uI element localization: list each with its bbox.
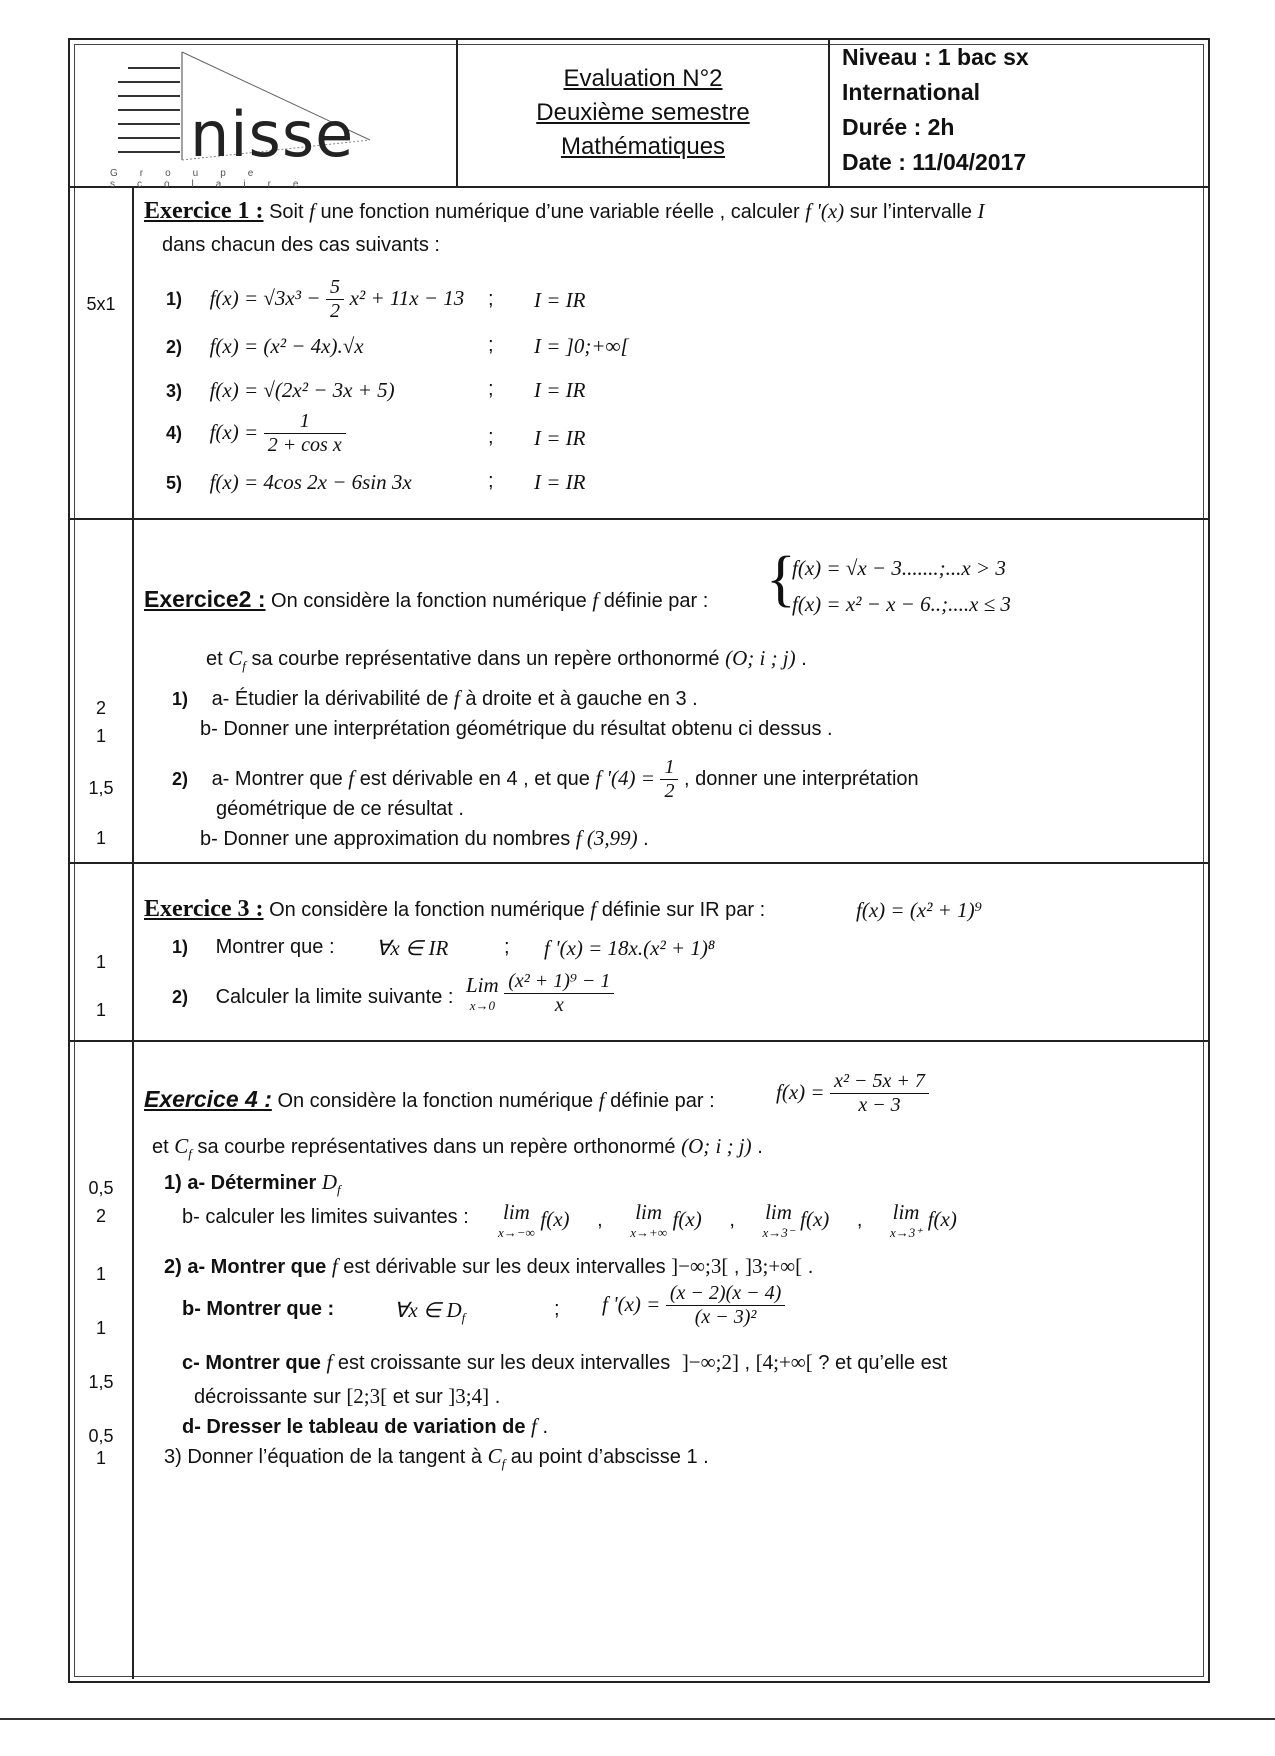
exercise-4-content — [136, 1042, 1208, 1679]
info-duration: Durée : 2h — [842, 114, 955, 140]
text: b- Donner une approximation du nombres — [200, 828, 571, 850]
limit-operator — [498, 1200, 535, 1241]
piecewise-2: f(x) = x² − x − 6..;....x ≤ 3 — [792, 592, 1011, 616]
numerator: 1 — [299, 410, 310, 432]
exercise-1-row — [70, 188, 1208, 520]
lim-label: lim — [892, 1200, 920, 1224]
text: sur l’intervalle — [849, 201, 972, 223]
numerator: (x − 2)(x − 4) — [669, 1282, 782, 1304]
text: ? et qu’elle est — [818, 1352, 948, 1374]
lim-subscript: x→3⁻ — [762, 1225, 795, 1240]
text: Calculer la limite suivante : — [215, 986, 454, 1008]
math: f — [592, 588, 599, 612]
punctuation: . — [494, 1386, 501, 1408]
math: f(x) = (x² − 4x).√x — [209, 334, 364, 358]
text: Montrer que : — [215, 936, 335, 958]
item-number: 1) — [172, 689, 189, 709]
text: définie par : — [603, 590, 709, 612]
separator: ; — [554, 1298, 560, 1320]
text: et sur — [392, 1386, 443, 1408]
text: décroissante sur — [194, 1386, 341, 1408]
separator: , — [729, 1208, 735, 1231]
limit-operator — [466, 973, 499, 1014]
lim-subscript: x→3⁺ — [889, 1225, 923, 1240]
punctuation: . — [542, 1416, 548, 1438]
math: [4;+∞[ — [755, 1350, 813, 1374]
footer-rule — [0, 1718, 1275, 1720]
separator: ; — [488, 288, 494, 310]
mark: 1,5 — [88, 1372, 114, 1392]
interval: I = IR — [534, 288, 586, 312]
limit-operator — [630, 1200, 667, 1241]
mark: 1 — [95, 1264, 106, 1284]
fraction — [830, 1070, 929, 1117]
lim-subscript: x→0 — [469, 998, 495, 1013]
math: ]−∞;2] — [681, 1350, 739, 1374]
info-track: International — [842, 79, 981, 105]
mark: 1 — [95, 828, 106, 848]
separator: , — [856, 1208, 863, 1231]
item-number: 3) — [166, 381, 183, 401]
lim-label: Lim — [466, 973, 499, 997]
math: (O; i ; j) — [681, 1134, 752, 1158]
fraction — [504, 970, 614, 1017]
exercise-title: Exercice2 : — [144, 586, 266, 612]
math: f(x) — [672, 1206, 702, 1231]
item-number: 2) — [172, 987, 189, 1007]
text: définie sur IR par : — [601, 899, 766, 921]
math: f(x) = — [776, 1079, 825, 1104]
text: c- Montrer que — [182, 1352, 321, 1374]
exercise-2-content — [136, 520, 1208, 862]
mark: 1 — [95, 1000, 106, 1020]
math-subscript: f — [501, 1456, 506, 1471]
text: géométrique de ce résultat . — [216, 798, 464, 820]
math: f '(4) = — [595, 765, 655, 790]
mark: 0,5 — [88, 1178, 114, 1198]
text: et — [206, 648, 223, 670]
denominator: 2 — [326, 299, 344, 323]
mark-column — [70, 1042, 134, 1679]
math: C — [228, 646, 243, 670]
numerator: (x² + 1)⁹ − 1 — [508, 970, 611, 992]
math: C — [487, 1444, 502, 1468]
title-cell — [458, 40, 830, 186]
item-number: 5) — [166, 473, 183, 493]
math: f — [531, 1414, 537, 1438]
text: On considère la fonction numérique — [271, 590, 587, 612]
math-subscript: f — [461, 1310, 466, 1325]
mark: 1 — [95, 1448, 106, 1468]
item-number: 1) — [172, 937, 189, 957]
numerator: 5 — [330, 276, 341, 298]
info-cell — [830, 40, 1208, 186]
text: b- calculer les limites suivantes : — [182, 1206, 469, 1228]
separator: ; — [488, 470, 494, 492]
mark-column — [70, 188, 134, 518]
mark-column — [70, 864, 134, 1040]
math: f '(x) = — [602, 1291, 661, 1316]
exam-sheet — [68, 38, 1210, 1683]
math: ∀x ∈ IR — [376, 936, 449, 960]
text: , donner une interprétation — [684, 767, 919, 790]
lim-subscript: x→+∞ — [630, 1225, 668, 1240]
numerator: 1 — [664, 756, 675, 778]
text: 3) Donner l’équation de la tangent à — [164, 1446, 483, 1468]
text: d- Dresser le tableau de variation de — [182, 1416, 526, 1438]
text: est dérivable en 4 , et que — [359, 767, 590, 790]
fraction — [666, 1282, 785, 1329]
text: a- Étudier la dérivabilité de — [211, 688, 449, 710]
item-number: 2) — [166, 337, 183, 357]
math: f(x) = — [209, 419, 259, 444]
math: f — [453, 686, 460, 710]
item-number: 4) — [166, 422, 183, 443]
mark: 1,5 — [88, 778, 114, 798]
math: f(x) = √(2x² − 3x + 5) — [209, 378, 395, 402]
interval: I = IR — [534, 426, 586, 450]
text: On considère la fonction numérique — [269, 899, 585, 921]
text: sa courbe représentatives dans un repère orthonormé — [197, 1136, 676, 1158]
limit-operator — [762, 1200, 794, 1241]
separator: , — [733, 1256, 740, 1278]
title-line-3: Mathématiques — [560, 133, 726, 160]
lim-label: lim — [502, 1200, 530, 1224]
item-number: 2) — [172, 768, 189, 789]
math: f(x) — [800, 1206, 830, 1231]
denominator: x — [504, 993, 614, 1017]
exercise-title: Exercice 3 : — [144, 896, 264, 922]
text: On considère la fonction numérique — [277, 1090, 594, 1112]
separator: ; — [488, 334, 494, 356]
logo-cell — [70, 40, 458, 190]
mark: 2 — [95, 1206, 106, 1226]
math: (O; i ; j) — [725, 646, 796, 670]
math: f '(x) = 18x.(x² + 1)⁸ — [544, 936, 716, 960]
interval: I = IR — [534, 470, 586, 494]
math: f(x) = 4cos 2x − 6sin 3x — [209, 470, 412, 494]
exercise-2-row — [70, 520, 1208, 864]
punctuation: . — [807, 1256, 814, 1278]
text: b- Montrer que : — [182, 1298, 335, 1320]
logo-text: nisse — [190, 98, 355, 171]
math: x² + 11x − 13 — [349, 285, 465, 310]
mark: 1 — [95, 1318, 106, 1338]
denominator: x − 3 — [830, 1093, 929, 1117]
math: f — [331, 1254, 338, 1278]
separator: ; — [488, 426, 494, 448]
math-subscript: f — [188, 1146, 192, 1161]
math: ]3;+∞[ — [745, 1254, 803, 1278]
math: ]−∞;3[ — [671, 1254, 729, 1278]
separator: ; — [504, 936, 510, 958]
math: ]3;4] — [448, 1384, 490, 1408]
exercise-3-row — [70, 864, 1208, 1042]
item-number: 1) — [166, 288, 183, 309]
punctuation: . — [643, 828, 649, 850]
math: f — [598, 1088, 605, 1112]
math: f (3,99) — [575, 826, 638, 850]
exercise-title: Exercice 1 : — [144, 198, 264, 224]
text: et — [152, 1136, 169, 1158]
math: [2;3[ — [346, 1384, 388, 1408]
denominator: 2 — [660, 779, 678, 803]
title-line-2: Deuxième semestre — [536, 99, 750, 126]
text: au point d’abscisse 1 . — [510, 1446, 709, 1468]
separator: , — [744, 1352, 751, 1374]
text: 1) a- Déterminer — [164, 1172, 317, 1194]
title-line-1: Evaluation N°2 — [563, 65, 723, 92]
separator: ; — [488, 378, 494, 400]
mark: 2 — [95, 698, 106, 718]
mark: 5x1 — [86, 294, 116, 314]
exercise-4-row — [70, 1042, 1208, 1679]
text: 2) a- Montrer que — [164, 1256, 327, 1278]
header — [70, 40, 1208, 188]
info-date: Date : 11/04/2017 — [842, 149, 1027, 175]
exercise-3-content — [136, 864, 1208, 1040]
text: une fonction numérique d’une variable réelle , calculer — [320, 201, 800, 223]
math: f — [309, 199, 315, 223]
lim-subscript: x→−∞ — [498, 1225, 535, 1240]
text: a- Montrer que — [211, 767, 343, 790]
math: C — [174, 1134, 189, 1158]
interval: I = IR — [534, 378, 586, 402]
math: f — [326, 1350, 333, 1374]
denominator: 2 + cos x — [264, 433, 346, 457]
text: b- Donner une interprétation géométrique du résultat obtenu ci dessus . — [200, 718, 833, 740]
function-definition: f(x) = (x² + 1)⁹ — [856, 898, 982, 922]
punctuation: . — [757, 1136, 763, 1158]
numerator: x² − 5x + 7 — [834, 1070, 925, 1092]
math: f(x) — [540, 1206, 570, 1231]
fraction — [660, 756, 678, 803]
info-level: Niveau : 1 bac sx — [842, 44, 1029, 70]
mark-column — [70, 520, 134, 862]
math-subscript: f — [337, 1182, 341, 1197]
exercise-title: Exercice 4 : — [144, 1086, 272, 1112]
mark: 1 — [95, 726, 106, 746]
text: est croissante sur les deux intervalles — [337, 1352, 671, 1374]
math-subscript: f — [242, 658, 246, 673]
fraction — [264, 410, 346, 457]
text: est dérivable sur les deux intervalles — [343, 1256, 666, 1278]
text: définie par : — [610, 1090, 715, 1112]
text: sa courbe représentative dans un repère orthonormé — [251, 648, 720, 670]
math: f(x) — [927, 1206, 957, 1231]
math: f(x) = √3x³ − — [209, 285, 321, 310]
piecewise-1: f(x) = √x − 3.......;...x > 3 — [792, 556, 1006, 580]
mark: 0,5 — [88, 1426, 114, 1446]
math: f — [348, 765, 355, 790]
math: f — [590, 897, 597, 921]
math: I — [977, 199, 985, 223]
text: Soit — [269, 201, 304, 223]
math: ∀x ∈ D — [394, 1298, 462, 1322]
math: f '(x) — [805, 199, 845, 223]
denominator: (x − 3)² — [666, 1305, 785, 1329]
curly-brace: { — [766, 545, 796, 613]
lim-label: lim — [765, 1200, 792, 1224]
separator: , — [597, 1208, 603, 1231]
interval: I = ]0;+∞[ — [534, 334, 629, 358]
text: à droite et à gauche en 3 . — [465, 688, 698, 710]
punctuation: . — [801, 648, 807, 670]
mark: 1 — [95, 952, 106, 972]
exercise-1-content — [136, 188, 1208, 518]
math: D — [321, 1170, 338, 1194]
lim-label: lim — [635, 1200, 663, 1224]
fraction — [326, 276, 344, 323]
limit-operator — [890, 1200, 922, 1241]
logo-subtitle: Groupe scolaire — [110, 168, 321, 190]
text: dans chacun des cas suivants : — [162, 234, 440, 256]
